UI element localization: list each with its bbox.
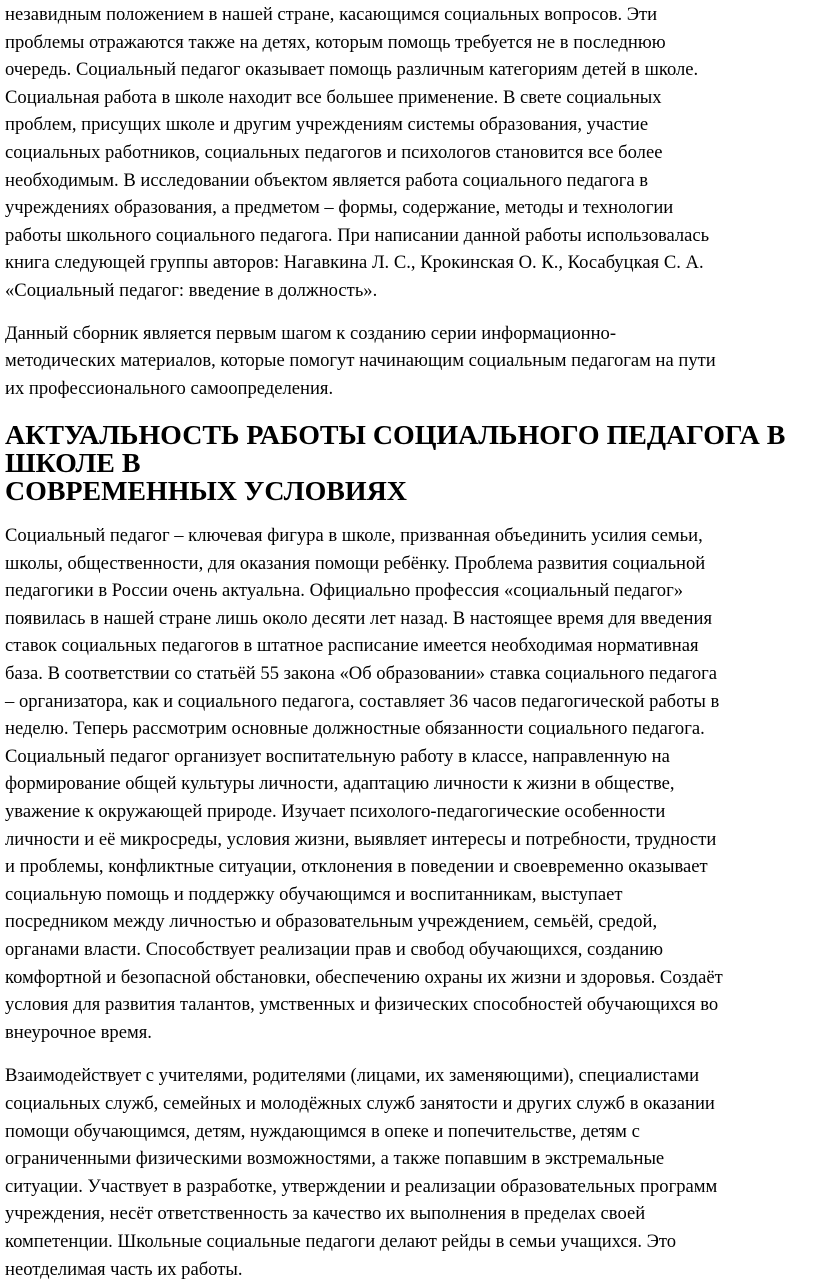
section-heading: АКТУАЛЬНОСТЬ РАБОТЫ СОЦИАЛЬНОГО ПЕДАГОГА В ШКОЛЕ В СОВРЕМЕННЫХ УСЛОВИЯХ xyxy=(5,420,786,507)
paragraph-collection: Данный сборник является первым шагом к созданию серии информационно- методических материалов, которые помогут начинающим социальным педагогам на пути их профессионального самоопределения. xyxy=(5,322,716,399)
paragraph-interaction: Взаимодействует с учителями, родителями (лицами, их заменяющими), специалистами социальных служб, семейных и молодёжных служб занятости и других служб в оказании помощи обучающимся, детям, нуждающимся в опеке и попечительстве, детям с ограниченными физическими возможностями, а также попавшим в экстремальные ситуации. Участвует в разработке, утверждении и реализации образовательных программ учреждения, несёт ответственность за качество их выполнения в пределах своей компетенции. Школьные социальные педагоги делают рейды в семьи учащихся. Это неотделимая часть их работы. xyxy=(5,1065,718,1280)
document-page xyxy=(5,0,811,1283)
paragraph-intro: незавидным положением в нашей стране, касающимся социальных вопросов. Эти проблемы отражаются также на детях, которым помощь требуется не в последнюю очередь. Социальный педагог оказывает помощь различным категориям детей в школе. Социальная работа в школе находит все большее применение. В свете социальных проблем, присущих школе и другим учреждениям системы образования, участие социальных работников, социальных педагогов и психологов становится все более необходимым. В исследовании объектом является работа социального педагога в учреждениях образования, а предметом – формы, содержание, методы и технологии работы школьного социального педагога. При написании данной работы использовалась книга следующей группы авторов: Нагавкина Л. С., Крокинская О. К., Косабуцкая С. А. «Социальный педагог: введение в должность». xyxy=(5,4,710,301)
paragraph-role: Социальный педагог – ключевая фигура в школе, призванная объединить усилия семьи, школы, общественности, для оказания помощи ребёнку. Проблема развития социальной педагогики в России очень актуальна. Официально профессия «социальный педагог» появилась в нашей стране лишь около десяти лет назад. В настоящее время для введения ставок социальных педагогов в штатное расписание имеется необходимая нормативная база. В соответствии со статьёй 55 закона «Об образовании» ставка социального педагога – организатора, как и социального педагога, составляет 36 часов педагогической работы в неделю. Теперь рассмотрим основные должностные обязанности социального педагога. Социальный педагог организует воспитательную работу в классе, направленную на формирование общей культуры личности, адаптацию личности к жизни в обществе, уважение к окружающей природе. Изучает психолого-педагогические особенности личности и её микросреды, условия жизни, выявляет интересы и потребности, трудности и проблемы, конфликтные ситуации, отклонения в поведении и своевременно оказывает социальную помощь и поддержку обучающимся и воспитанникам, выступает посредником между личностью и образовательным учреждением, семьёй, средой, органами власти. Способствует реализации прав и свобод обучающихся, созданию комфортной и безопасной обстановки, обеспечению охраны их жизни и здоровья. Создаёт условия для развития талантов, умственных и физических способностей обучающихся во внеурочное время. xyxy=(5,525,723,1043)
